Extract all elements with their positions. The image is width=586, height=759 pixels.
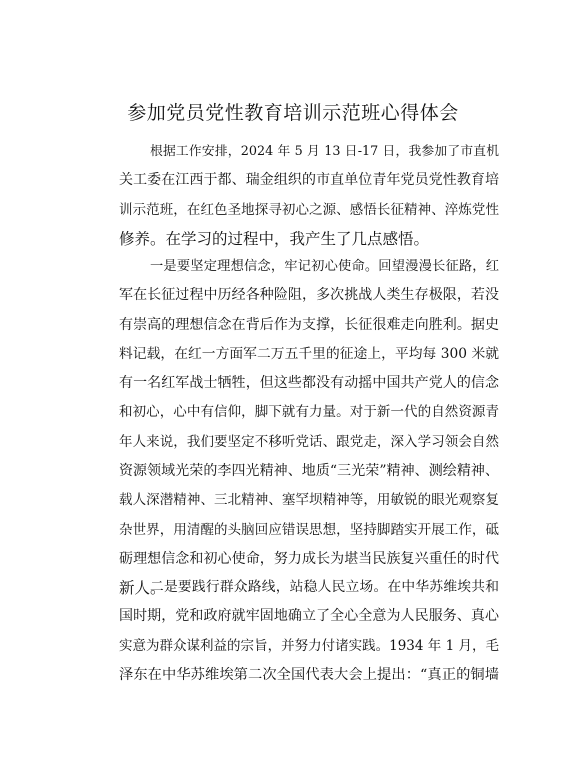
text-line: 砺理想信念和初心使命，努力成长为堪当民族复兴重任的时代 <box>119 550 499 567</box>
text-line: 训示范班，在红色圣地探寻初心之源、感悟长征精神、淬炼党性 <box>119 201 499 218</box>
text-line: 年人来说，我们要坚定不移听党话、跟党走，深入学习领会自然 <box>119 433 499 450</box>
text-line: 新人。 <box>119 579 166 598</box>
text-line: 杂世界，用清醒的头脑回应错误思想，坚持脚踏实开展工作，砥 <box>119 521 499 538</box>
text-line: 和初心，心中有信仰，脚下就有力量。对于新一代的自然资源青 <box>119 404 499 421</box>
text-line: 关工委在江西于都、瑞金组织的市直单位青年党员党性教育培 <box>119 172 499 189</box>
text-line: 资源领域光荣的李四光精神、地质“三光荣”精神、测绘精神、 <box>119 463 499 480</box>
paragraph-mass-line <box>119 573 499 690</box>
text-line: 国时期，党和政府就牢固地确立了全心全意为人民服务、真心 <box>119 608 499 625</box>
text-line: 有一名红军战士牺牲，但这些都没有动摇中国共产党人的信念 <box>119 375 499 392</box>
document-title: 参加党员党性教育培训示范班心得体会 <box>127 102 459 124</box>
text-line: 根据工作安排，2024 年 5 月 13 日-17 日，我参加了市直机 <box>150 144 499 159</box>
paragraph-arrangement <box>119 137 499 254</box>
paragraph-ideals-conviction <box>119 252 499 604</box>
text-line: 载人深潜精神、三北精神、塞罕坝精神等，用敏锐的眼光观察复 <box>119 492 499 509</box>
text-line: 实意为群众谋利益的宗旨，并努力付诸实践。1934 年 1 月，毛 <box>119 637 499 654</box>
text-line: 一是要坚定理想信念，牢记初心使命。回望漫漫长征路，红 <box>150 259 499 274</box>
text-line: 料记载，在红一方面军二万五千里的征途上，平均每 300 米就 <box>119 345 499 362</box>
text-line: 泽东在中华苏维埃第二次全国代表大会上提出：“真正的铜墙 <box>119 666 499 683</box>
text-line: 军在长征过程中历经各种险阻，多次挑战人类生存极限，若没 <box>119 287 499 304</box>
text-line: 修养。在学习的过程中，我产生了几点感悟。 <box>119 229 430 248</box>
text-line: 有崇高的理想信念在背后作为支撑，长征很难走向胜利。据史 <box>119 316 499 333</box>
text-line: 二是要践行群众路线，站稳人民立场。在中华苏维埃共和 <box>150 579 499 595</box>
